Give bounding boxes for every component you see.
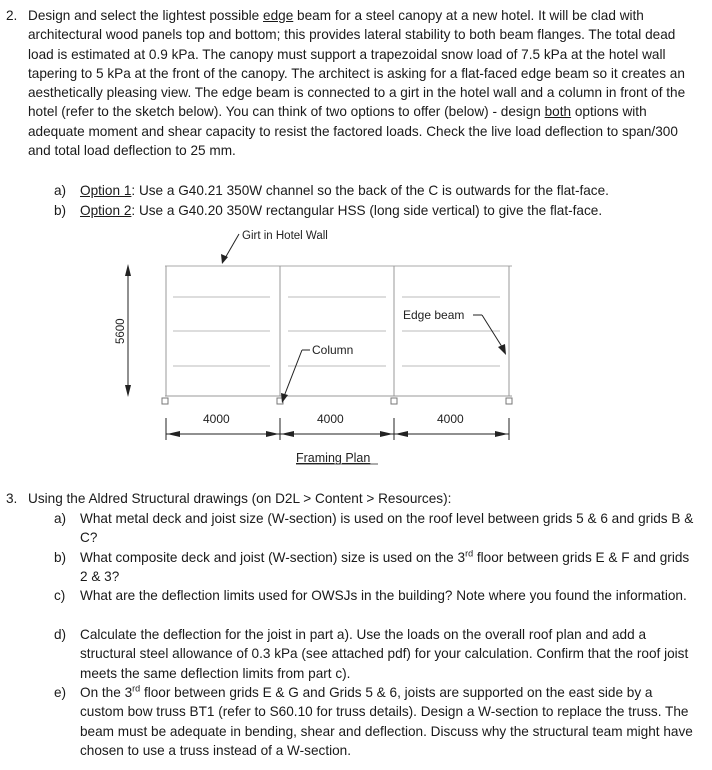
girt-label: Girt in Hotel Wall	[242, 230, 328, 242]
question-2-text: Design and select the lightest possible edge beam for a steel canopy at a new hotel. It will be clad with architectural wood panels top and bottom; this provides lateral stability to both beam flanges. The total dead load is estimated at 0.9 kPa. The canopy must support a trapezoidal snow load of 7.5 kPa at the hotel wall tapering to 5 kPa at the front of the canopy. The architect is asking for a flat-faced edge beam so it creates an aesthetically pleasing view. The edge beam is connected to a girt in the hotel wall and a column in front of the hotel (refer to the sketch below). You can think of two options to offer (below) - design both options with adequate moment and shear capacity to resist the factored loads. Check the live load deflection to span/300 and total load deflection to 25 mm.	[28, 8, 686, 159]
span-3: 4000	[437, 412, 464, 426]
column-markers	[162, 398, 512, 404]
option-1-letter: a)	[54, 183, 67, 198]
q3-e-text: On the 3rd floor between grids E & G and Grids 5 & 6, joists are supported on the east side by a custom bow truss BT1 (refer to S60.10 for truss details). Design a W-section to replace the truss. The beam must be adequate in bending, shear and deflection. Discuss why the structural team might have chosen to use a truss instead of a W-section.	[80, 683, 693, 758]
q3-c-text: What are the deflection limits used for OWSJs in the building? Note where you found the information.	[80, 588, 687, 603]
edge-beam-leader-diag	[482, 315, 504, 350]
question-3-number: 3.	[6, 491, 18, 506]
height-arrow-bottom	[125, 385, 131, 397]
q3-c-letter: c)	[54, 588, 66, 603]
edge-beam-label: Edge beam	[403, 308, 465, 322]
height-arrow-top	[125, 264, 131, 276]
height-dimension: 5600	[115, 318, 127, 344]
q3-a-text: What metal deck and joist size (W-section) is used on the roof level between grids 5 & 6 and grids B & C?	[80, 511, 694, 546]
q3-d-letter: d)	[54, 627, 67, 642]
girt-leader	[224, 234, 239, 260]
column-leader	[283, 350, 302, 399]
column-arrowhead	[281, 393, 288, 403]
span-2: 4000	[317, 412, 344, 426]
option-2: Option 2: Use a G40.20 350W rectangular HSS (long side vertical) to give the flat-face.	[80, 203, 603, 218]
framing-plan-sketch	[0, 222, 712, 482]
option-2-letter: b)	[54, 203, 67, 218]
question-3-intro: Using the Aldred Structural drawings (on D2L > Content > Resources):	[28, 491, 452, 506]
q3-b-letter: b)	[54, 550, 67, 565]
column-label: Column	[312, 343, 354, 357]
q3-b-text: What composite deck and joist (W-section) size is used on the 3rd floor between grids E & F and grids 2 & 3?	[80, 548, 690, 585]
q3-e-letter: e)	[54, 685, 67, 700]
option-1: Option 1: Use a G40.21 350W channel so the back of the C is outwards for the flat-face.	[80, 183, 609, 198]
framing-plan-caption: Framing Plan	[296, 451, 371, 465]
both-emphasis: both	[544, 104, 572, 120]
question-2-number: 2.	[6, 8, 18, 23]
edge-emphasis: edge	[263, 8, 294, 23]
edge-beam-arrowhead	[498, 344, 506, 355]
q3-d-text: Calculate the deflection for the joist in part a). Use the loads on the overall roof plan and add a structural steel allowance of 0.3 kPa (see attached pdf) for your calculation. Confirm that the roof joist meets the same deflection limits from part c).	[80, 627, 689, 681]
q3-a-letter: a)	[54, 511, 67, 526]
span-1: 4000	[203, 412, 230, 426]
